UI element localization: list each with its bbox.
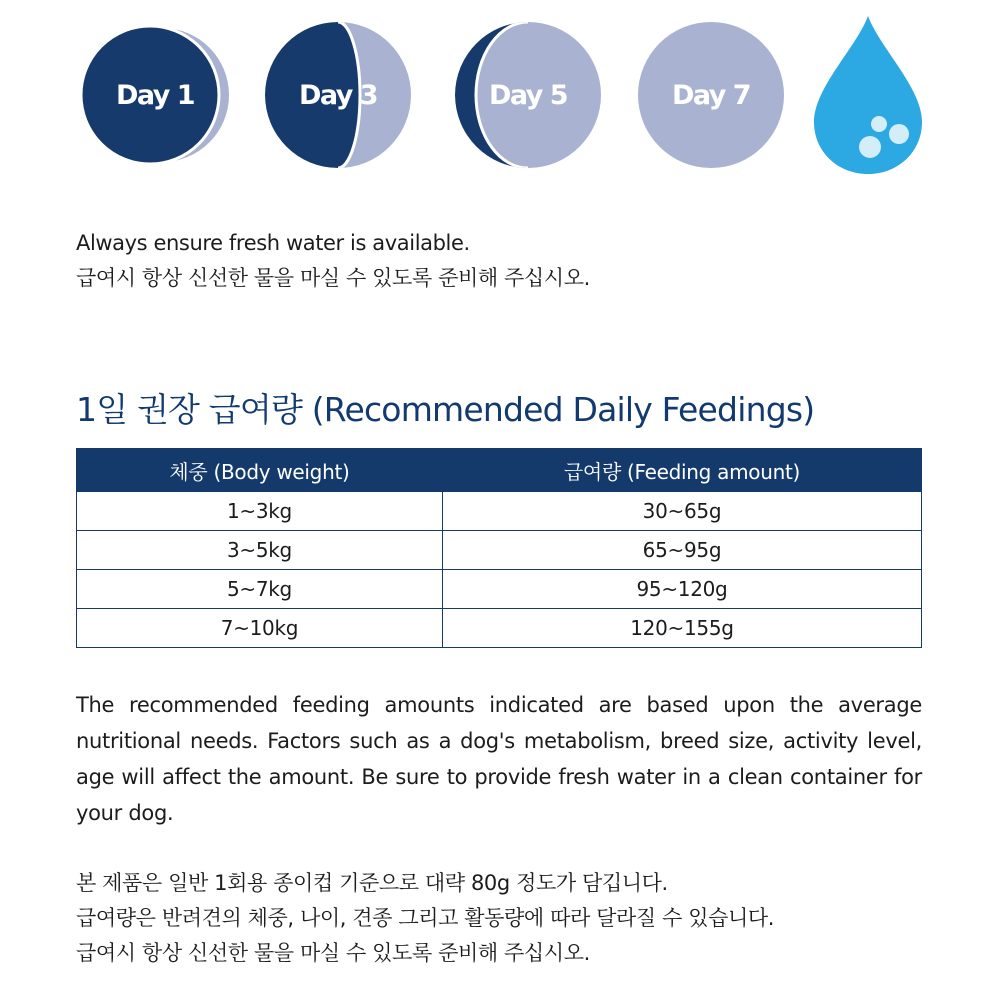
day-5-moon bbox=[455, 22, 601, 168]
day-1-label: Day 1 bbox=[115, 79, 195, 111]
feeding-amount-cell: 30~65g bbox=[442, 492, 921, 531]
header-body-weight: 체중 (Body weight) bbox=[77, 449, 443, 492]
table-row bbox=[77, 492, 922, 531]
table-row bbox=[77, 531, 922, 570]
day-1-moon bbox=[82, 22, 228, 168]
day-5-label: Day 5 bbox=[488, 79, 568, 111]
day-3-moon bbox=[265, 22, 411, 168]
feeding-note-ko bbox=[76, 866, 774, 971]
note-ko-line: 급여량은 반려견의 체중, 나이, 견종 그리고 활동량에 따라 달라질 수 있습니다. bbox=[76, 906, 775, 930]
body-weight-cell: 7~10kg bbox=[77, 609, 443, 648]
feeding-amount-cell: 95~120g bbox=[442, 570, 921, 609]
header-feeding-amount: 급여량 (Feeding amount) bbox=[442, 449, 921, 492]
water-notice-ko: 급여시 항상 신선한 물을 마실 수 있도록 준비해 주십시오. bbox=[76, 266, 590, 290]
water-drop-icon bbox=[812, 14, 924, 176]
day-3-label: Day 3 bbox=[298, 79, 378, 111]
day-7-label: Day 7 bbox=[671, 79, 751, 111]
note-ko-line: 본 제품은 일반 1회용 종이컵 기준으로 대략 80g 정도가 담깁니다. bbox=[76, 871, 668, 895]
body-weight-cell: 5~7kg bbox=[77, 570, 443, 609]
body-weight-cell: 1~3kg bbox=[77, 492, 443, 531]
feeding-table bbox=[76, 448, 922, 648]
note-ko-line: 급여시 항상 신선한 물을 마실 수 있도록 준비해 주십시오. bbox=[76, 941, 590, 965]
table-header-row bbox=[77, 449, 922, 492]
feeding-note-en: The recommended feeding amounts indicated are based upon the average nutritional needs. Factors such as a dog's metabolism, breed size, activity level, age will affect the amount. Be sure to provide fresh water in a clean container for your dog. bbox=[76, 693, 922, 825]
table-row bbox=[77, 570, 922, 609]
table-row bbox=[77, 609, 922, 648]
feeding-section-title: 1일 권장 급여량 (Recommended Daily Feedings) bbox=[76, 390, 815, 429]
day-progress-strip bbox=[0, 0, 1000, 190]
body-weight-cell: 3~5kg bbox=[77, 531, 443, 570]
feeding-amount-cell: 65~95g bbox=[442, 531, 921, 570]
day-7-moon bbox=[638, 22, 784, 168]
water-notice bbox=[76, 226, 590, 296]
water-notice-en: Always ensure fresh water is available. bbox=[76, 231, 470, 255]
feeding-amount-cell: 120~155g bbox=[442, 609, 921, 648]
